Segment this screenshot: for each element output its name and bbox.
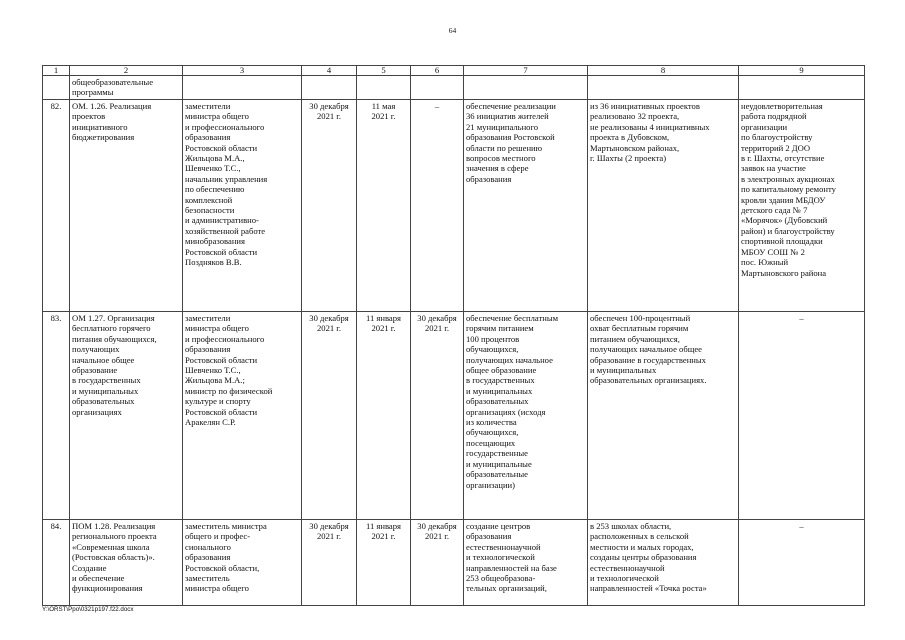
table-row <box>43 312 865 520</box>
expected-result: обеспечение бесплатным горячим питанием 100 процентов обучающихся, получающих начальное общее образование в государственных и муниципальных образовательных организациях (исходя из количества обучающихся, посещающих государственные и муниципальные образовательные организации) <box>464 312 588 520</box>
expected-result: обеспечение реализации 36 инициатив жителей 21 муниципального образования Ростовской области по решению вопросов местного значения в сфере образования <box>464 100 588 312</box>
column-number-header-row <box>43 66 865 76</box>
header-col-7: 7 <box>464 66 588 76</box>
row-number: 84. <box>43 520 70 606</box>
problems: – <box>739 520 865 606</box>
executors: заместители министра общего и профессионального образования Ростовской области Шевченко Т.С., Жильцова М.А.; министр по физической культуре и спорту Ростовской области Аракелян С.Р. <box>183 312 302 520</box>
plan-date: 30 декабря 2021 г. <box>302 100 357 312</box>
actual-result: в 253 школах области, расположенных в сельской местности и малых городах, созданы центры образования естественнонаучной и технологической направленностей «Точка роста» <box>588 520 739 606</box>
table-row <box>43 520 865 606</box>
header-col-4: 4 <box>302 66 357 76</box>
row-number: 82. <box>43 100 70 312</box>
header-col-2: 2 <box>70 66 183 76</box>
actual-result: обеспечен 100-процентный охват бесплатным горячим питанием обучающихся, получающих начальное общее образование в государственных и муниципальных образовательных организациях. <box>588 312 739 520</box>
continuation-text: общеобразовательные программы <box>70 76 183 100</box>
continuation-row <box>43 76 865 100</box>
end-date: – <box>411 100 464 312</box>
measure-name: ОМ. 1.26. Реализация проектов инициативного бюджетирования <box>70 100 183 312</box>
header-col-1: 1 <box>43 66 70 76</box>
problems: – <box>739 312 865 520</box>
actual-result: из 36 инициативных проектов реализовано 32 проекта, не реализованы 4 инициативных проекта в Дубовском, Мартыновском районах, г. Шахты (2 проекта) <box>588 100 739 312</box>
header-col-6: 6 <box>411 66 464 76</box>
executors: заместители министра общего и профессионального образования Ростовской области Жильцова М.А., Шевченко Т.С., начальник управления по обеспечению комплексной безопасности и административно- хозяйственной работе минобразования Ростовской области Поздняков В.В. <box>183 100 302 312</box>
report-table <box>42 65 865 606</box>
problems: неудовлетворительная работа подрядной организации по благоустройству территорий 2 ДОО в г. Шахты, отсутствие заявок на участие в электронных аукционах по капитальному ремонту кровли здания МБДОУ детского сада № 7 «Морячок» (Дубовский район) и благоустройству спортивной площадки МБОУ СОШ № 2 пос. Южный Мартыновского района <box>739 100 865 312</box>
table-row <box>43 100 865 312</box>
end-date: 30 декабря 2021 г. <box>411 520 464 606</box>
plan-date: 30 декабря 2021 г. <box>302 520 357 606</box>
header-col-5: 5 <box>357 66 411 76</box>
page-number: 64 <box>448 26 457 35</box>
header-col-9: 9 <box>739 66 865 76</box>
executors: заместитель министра общего и профес- сионального образования Ростовской области, заместитель министра общего <box>183 520 302 606</box>
footer-file-path: Y:\ORST\Ppo\0321p197.f22.docx <box>42 606 134 613</box>
expected-result: создание центров образования естественнонаучной и технологической направленностей на базе 253 общеобразова- тельных организаций, <box>464 520 588 606</box>
start-date: 11 мая 2021 г. <box>357 100 411 312</box>
header-col-3: 3 <box>183 66 302 76</box>
measure-name: ПОМ 1.28. Реализация регионального проекта «Современная школа (Ростовская область)». Создание и обеспечение функционирования <box>70 520 183 606</box>
start-date: 11 января 2021 г. <box>357 520 411 606</box>
end-date: 30 декабря 2021 г. <box>411 312 464 520</box>
header-col-8: 8 <box>588 66 739 76</box>
measure-name: ОМ 1.27. Организация бесплатного горячего питания обучающихся, получающих начальное общее образование в государственных и муниципальных образовательных организациях <box>70 312 183 520</box>
plan-date: 30 декабря 2021 г. <box>302 312 357 520</box>
row-number: 83. <box>43 312 70 520</box>
start-date: 11 января 2021 г. <box>357 312 411 520</box>
